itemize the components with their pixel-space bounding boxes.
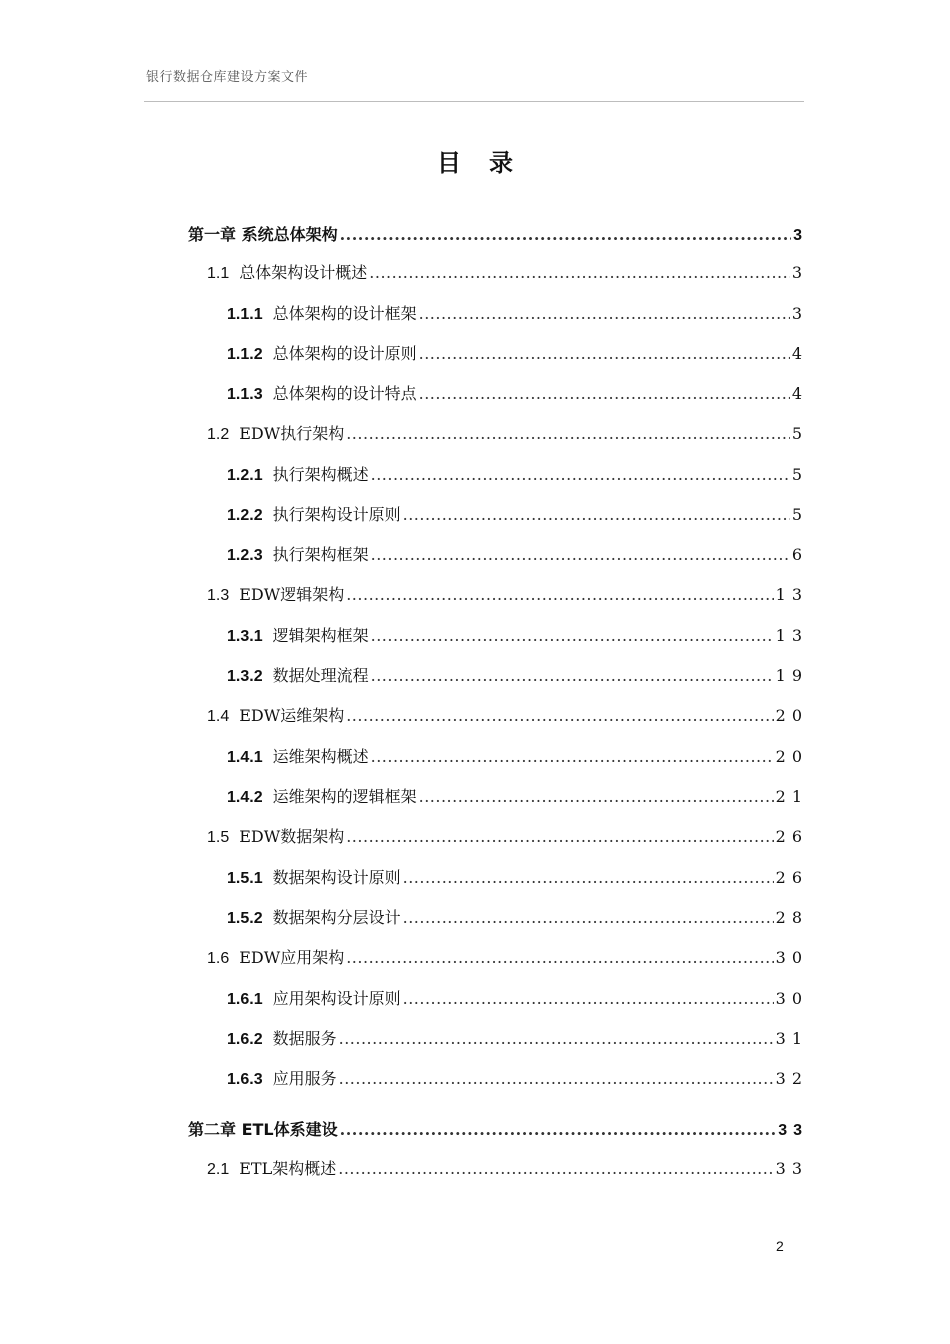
toc-entry-label: 应用架构设计原则 [272,989,401,1008]
toc-entry-number: 1.6.2 [227,1031,263,1048]
toc-dot-leader [403,504,790,526]
toc-chapter-1[interactable] [188,224,808,247]
toc-page-number: 33 [778,1122,808,1139]
toc-page-number: 20 [775,747,808,766]
toc-section-1-1-3[interactable] [227,383,808,406]
toc-dot-leader [339,1028,774,1050]
toc-dot-leader [419,343,790,365]
toc-section-2-1[interactable] [207,1158,808,1181]
toc-page-number: 33 [775,1159,808,1178]
toc-page-number: 30 [775,989,808,1008]
toc-entry-number: 1.1.1 [227,306,263,323]
toc-entry-number: 1.2.3 [227,547,263,564]
toc-entry-label: 执行架构概述 [272,465,369,484]
toc-page-number: 4 [791,384,808,403]
toc-section-1-2-2[interactable] [227,504,808,527]
toc-entry-number: 1.6.1 [227,991,263,1008]
toc-section-1-3-1[interactable] [227,625,808,648]
toc-entry-label: 数据架构分层设计 [272,908,401,927]
toc-dot-leader [419,786,774,808]
toc-entry-number: 1.1.2 [227,346,263,363]
toc-dot-leader [346,826,773,848]
toc-dot-leader [346,947,773,969]
toc-entry-number: 1.2.1 [227,467,263,484]
toc-section-1-3[interactable] [207,584,808,607]
toc-entry-number: 1.4.1 [227,749,263,766]
toc-page-number: 26 [775,868,808,887]
toc-page-number: 13 [775,585,808,604]
toc-section-1-2-3[interactable] [227,544,808,567]
toc-section-1-2[interactable] [207,423,808,446]
toc-entry-number: 1.2 [207,426,230,443]
toc-section-1-5[interactable] [207,826,808,849]
toc-entry-label: 应用服务 [272,1069,337,1088]
toc-dot-leader [403,988,774,1010]
toc-page-number: 5 [791,424,808,443]
toc-page-number: 26 [775,827,808,846]
toc-entry-label: EDW执行架构 [239,424,345,443]
toc-page-number: 20 [775,706,808,725]
toc-entry-number: 1.6.3 [227,1071,263,1088]
toc-entry-number: 1.1 [207,265,230,282]
toc-entry-label: ETL架构概述 [239,1159,337,1178]
toc-dot-leader [371,464,790,486]
toc-dot-leader [371,746,774,768]
toc-page-number: 3 [791,304,808,323]
toc-page-number: 3 [791,263,808,282]
toc-entry-label: 总体架构的设计原则 [272,344,417,363]
toc-dot-leader [338,1158,773,1180]
toc-entry-label: 执行架构设计原则 [272,505,401,524]
toc-dot-leader [340,224,792,246]
toc-page-number: 21 [775,787,808,806]
toc-page-number: 5 [791,505,808,524]
toc-dot-leader [371,544,790,566]
toc-entry-number: 1.3.2 [227,668,263,685]
toc-entry-number: 1.1.3 [227,386,263,403]
toc-dot-leader [403,907,774,929]
toc-entry-label: 数据处理流程 [272,666,369,685]
toc-section-1-4[interactable] [207,705,808,728]
toc-page-number: 19 [775,666,808,685]
toc-entry-number: 1.5 [207,829,230,846]
toc-page-number: 32 [775,1069,808,1088]
running-header: 银行数据仓库建设方案文件 [146,70,309,85]
toc-entry-label: 总体架构的设计特点 [272,384,417,403]
toc-page-number: 30 [775,948,808,967]
toc-section-1-6-2[interactable] [227,1028,808,1051]
toc-entry-label: EDW应用架构 [239,948,345,967]
toc-section-1-2-1[interactable] [227,464,808,487]
toc-entry-label: 逻辑架构框架 [272,626,369,645]
toc-dot-leader [339,1068,774,1090]
toc-page-number: 6 [791,545,808,564]
page-number: 2 [776,1238,784,1254]
toc-page-number: 4 [791,344,808,363]
toc-entry-number: 1.4 [207,708,230,725]
toc-dot-leader [346,423,790,445]
toc-section-1-1[interactable] [207,262,808,285]
toc-dot-leader [371,625,774,647]
toc-section-1-5-1[interactable] [227,867,808,890]
toc-entry-number: 1.3.1 [227,628,263,645]
toc-dot-leader [419,303,790,325]
toc-entry-number: 2.1 [207,1161,230,1178]
toc-chapter-2[interactable] [188,1119,808,1142]
toc-page-number: 3 [793,227,808,244]
toc-entry-number: 1.5.1 [227,870,263,887]
toc-dot-leader [346,705,773,727]
toc-section-1-6-3[interactable] [227,1068,808,1091]
toc-entry-number: 1.3 [207,587,230,604]
toc-section-1-3-2[interactable] [227,665,808,688]
toc-section-1-6[interactable] [207,947,808,970]
toc-entry-number: 1.6 [207,950,230,967]
toc-section-1-4-1[interactable] [227,746,808,769]
toc-page-number: 28 [775,908,808,927]
toc-section-1-1-1[interactable] [227,303,808,326]
toc-section-1-1-2[interactable] [227,343,808,366]
toc-dot-leader [369,262,790,284]
toc-entry-number: 1.2.2 [227,507,263,524]
toc-entry-label: EDW逻辑架构 [239,585,345,604]
toc-entry-label: 总体架构设计概述 [239,263,368,282]
toc-entry-label: 第一章 系统总体架构 [188,225,338,244]
toc-dot-leader [419,383,790,405]
toc-page-number: 13 [775,626,808,645]
toc-entry-label: 运维架构概述 [272,747,369,766]
toc-section-1-4-2[interactable] [227,786,808,809]
toc-entry-number: 1.4.2 [227,789,263,806]
toc-entry-label: 第二章 ETL体系建设 [188,1120,338,1139]
toc-dot-leader [371,665,774,687]
header-divider [144,101,804,102]
toc-page-number: 31 [775,1029,808,1048]
toc-section-1-5-2[interactable] [227,907,808,930]
toc-entry-number: 1.5.2 [227,910,263,927]
toc-title: 目录 [437,148,541,177]
toc-dot-leader [346,584,773,606]
toc-entry-label: 执行架构框架 [272,545,369,564]
toc-entry-label: EDW数据架构 [239,827,345,846]
toc-entry-label: 数据架构设计原则 [272,868,401,887]
toc-entry-label: EDW运维架构 [239,706,345,725]
toc-dot-leader [403,867,774,889]
toc-entry-label: 数据服务 [272,1029,337,1048]
toc-entry-label: 总体架构的设计框架 [272,304,417,323]
toc-section-1-6-1[interactable] [227,988,808,1011]
toc-dot-leader [340,1119,777,1141]
toc-entry-label: 运维架构的逻辑框架 [272,787,417,806]
toc-page-number: 5 [791,465,808,484]
